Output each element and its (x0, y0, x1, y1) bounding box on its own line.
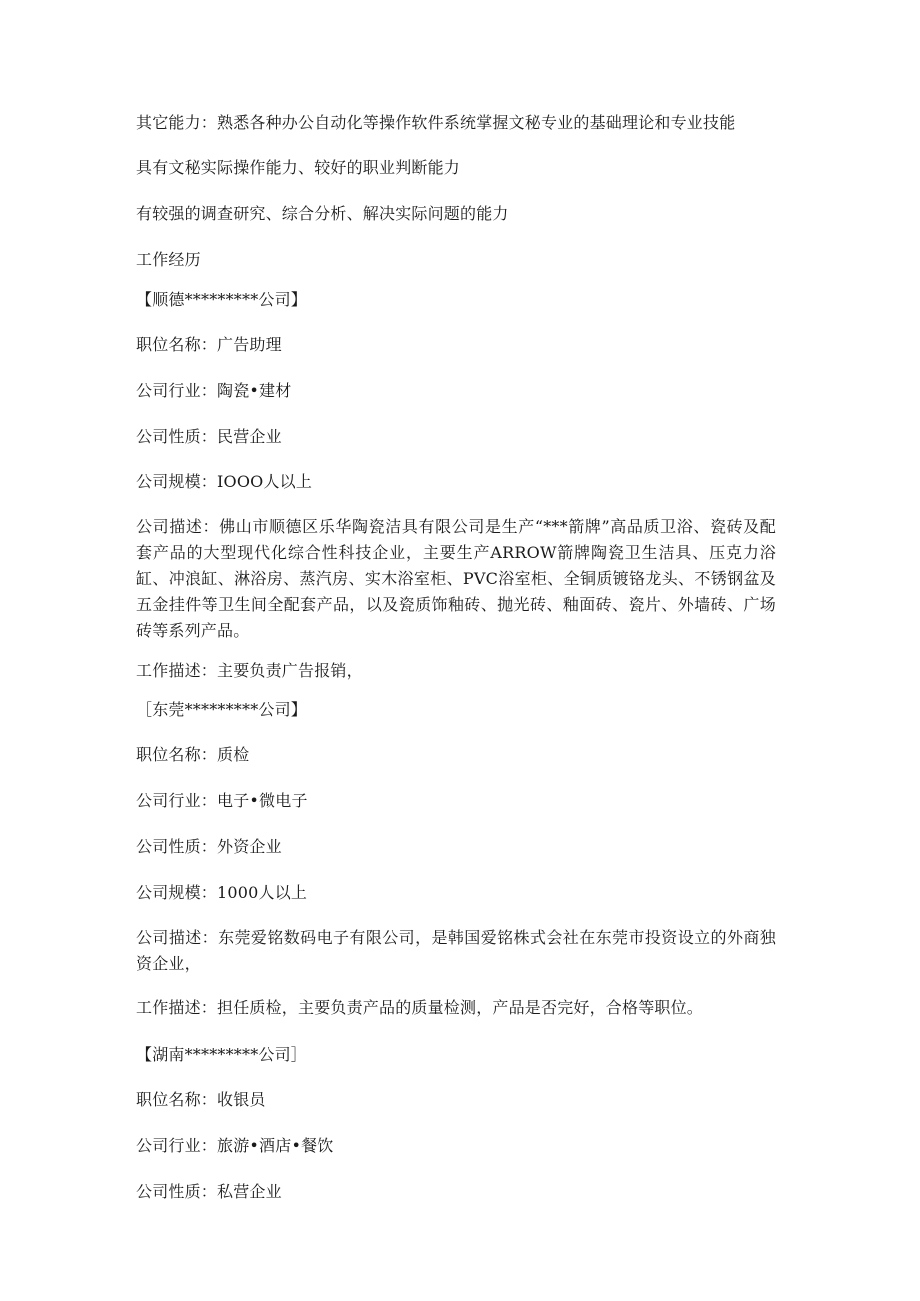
company-industry: 公司行业：陶瓷•建材 (136, 381, 292, 400)
skill-line: 有较强的调查研究、综合分析、解决实际问题的能力 (136, 204, 509, 223)
job-position: 职位名称：广告助理 (136, 335, 282, 354)
company-scale: 公司规模：IOOO人以上 (136, 472, 313, 491)
company-name: ［东莞*********公司】 (136, 700, 308, 719)
company-scale: 公司规模：1000人以上 (136, 883, 308, 902)
company-nature: 公司性质：私营企业 (136, 1182, 282, 1201)
company-industry: 公司行业：电子•微电子 (136, 791, 308, 810)
company-description: 公司描述：佛山市顺德区乐华陶瓷洁具有限公司是生产“***箭牌”高品质卫浴、瓷砖及配套产品的大型现代化综合性科技企业，主要生产ARROW箭牌陶瓷卫生洁具、压克力浴缸、冲浪缸、淋浴房、蒸汽房、实木浴室柜、PVC浴室柜、全铜质镀铬龙头、不锈钢盆及五金挂件等卫生间全配套产品，以及瓷质饰釉砖、抛光砖、釉面砖、瓷片、外墙砖、广场砖等系列产品。 (136, 517, 776, 640)
work-experience-heading: 工作经历 (136, 250, 201, 269)
other-skills-line: 其它能力：熟悉各种办公自动化等操作软件系统掌握文秘专业的基础理论和专业技能 (136, 113, 736, 132)
work-description: 工作描述：担任质检，主要负责产品的质量检测，产品是否完好，合格等职位。 (136, 998, 704, 1017)
company-nature: 公司性质：民营企业 (136, 427, 282, 446)
job-position: 职位名称：收银员 (136, 1090, 266, 1109)
company-name: 【湖南*********公司］ (136, 1045, 308, 1064)
work-description: 工作描述：主要负责广告报销， (136, 661, 363, 680)
job-position: 职位名称：质检 (136, 745, 250, 764)
company-nature: 公司性质：外资企业 (136, 837, 282, 856)
company-name: 【顺德*********公司】 (136, 290, 308, 309)
company-description: 公司描述：东莞爱铭数码电子有限公司，是韩国爱铭株式会社在东莞市投资设立的外商独资企业， (136, 928, 776, 973)
skill-line: 具有文秘实际操作能力、较好的职业判断能力 (136, 158, 461, 177)
company-industry: 公司行业：旅游•酒店•餐饮 (136, 1136, 334, 1155)
